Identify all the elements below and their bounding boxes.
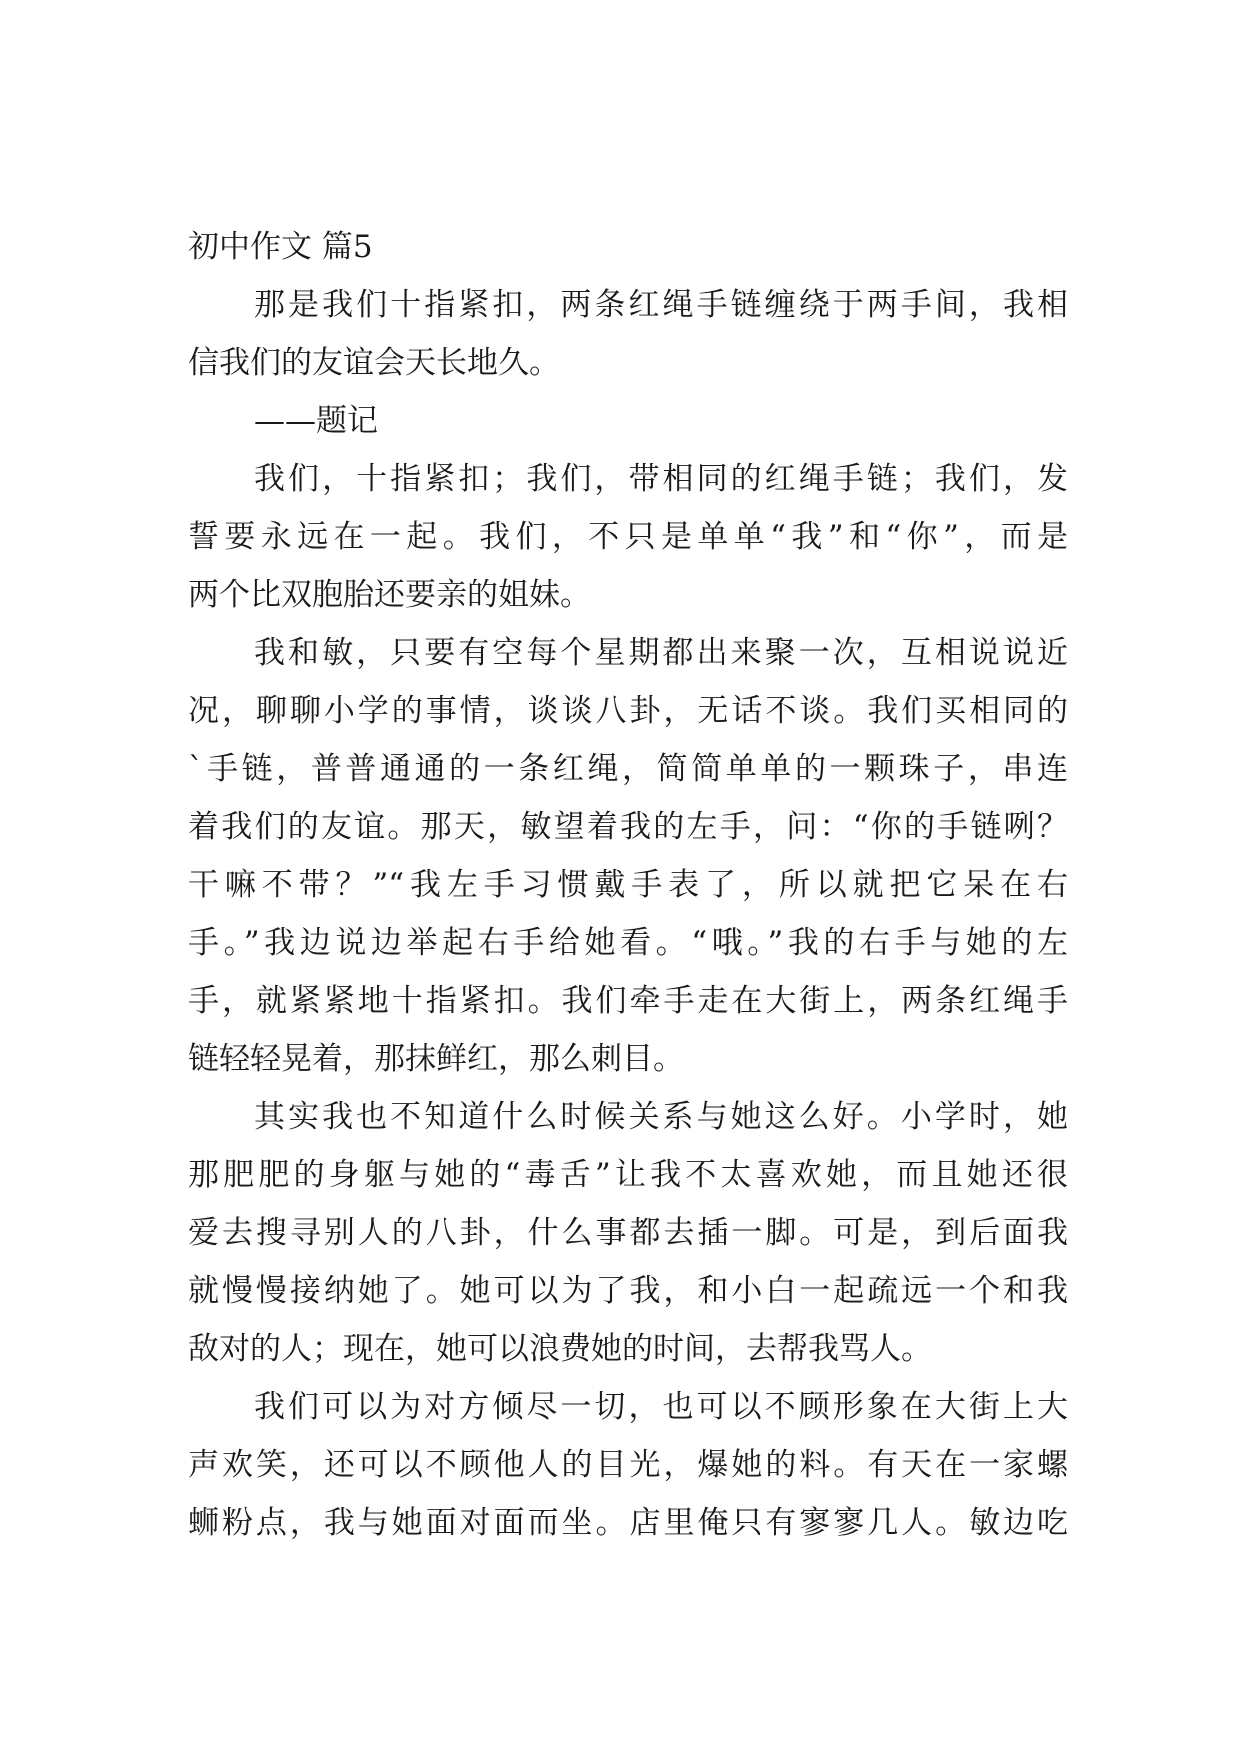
- text-line: 手，就紧紧地十指紧扣。我们牵手走在大街上，两条红绳手: [188, 983, 1068, 1019]
- document-body: [188, 218, 1068, 1552]
- text-line: 我和敏，只要有空每个星期都出来聚一次，互相说说近: [254, 635, 1068, 671]
- paragraph: [188, 624, 1068, 1088]
- text-line: 我们可以为对方倾尽一切，也可以不顾形象在大街上大: [254, 1389, 1068, 1425]
- paragraph: [188, 1088, 1068, 1378]
- text-line: 链轻轻晃着，那抹鲜红，那么刺目。: [188, 1041, 684, 1077]
- text-line: 两个比双胞胎还要亲的姐妹。: [188, 577, 591, 613]
- text-line: 敌对的人；现在，她可以浪费她的时间，去帮我骂人。: [188, 1331, 932, 1367]
- text-line: 况，聊聊小学的事情，谈谈八卦，无话不谈。我们买相同的: [188, 693, 1068, 729]
- text-line: `手链，普普通通的一条红绳，简简单单的一颗珠子，串连: [188, 751, 1068, 787]
- paragraph: [188, 1378, 1068, 1552]
- text-line: 那是我们十指紧扣，两条红绳手链缠绕于两手间，我相: [254, 287, 1068, 323]
- paragraph: [188, 450, 1068, 624]
- text-line: 我们，十指紧扣；我们，带相同的红绳手链；我们，发: [254, 461, 1068, 497]
- document-title: 初中作文 篇5: [188, 229, 373, 265]
- text-line: 声欢笑，还可以不顾他人的目光，爆她的料。有天在一家螺: [188, 1447, 1068, 1483]
- text-line: 就慢慢接纳她了。她可以为了我，和小白一起疏远一个和我: [188, 1273, 1068, 1309]
- text-line: 誓要永远在一起。我们，不只是单单“我”和“你”，而是: [188, 519, 1068, 555]
- text-line: 手。”我边说边举起右手给她看。“哦。”我的右手与她的左: [188, 925, 1068, 961]
- text-line: 着我们的友谊。那天，敏望着我的左手，问：“你的手链咧？: [188, 809, 1068, 845]
- text-line: 信我们的友谊会天长地久。: [188, 345, 560, 381]
- text-line: 爱去搜寻别人的八卦，什么事都去插一脚。可是，到后面我: [188, 1215, 1068, 1251]
- text-line: 蛳粉点，我与她面对面而坐。店里俺只有寥寥几人。敏边吃: [188, 1505, 1068, 1541]
- text-line: 那肥肥的身躯与她的“毒舌”让我不太喜欢她，而且她还很: [188, 1157, 1068, 1193]
- text-line: 干嘛不带？”“我左手习惯戴手表了，所以就把它呆在右: [188, 867, 1068, 903]
- paragraph: [188, 276, 1068, 392]
- text-line: 其实我也不知道什么时候关系与她这么好。小学时，她: [254, 1099, 1068, 1135]
- epigraph-attribution: ——题记: [254, 403, 378, 439]
- paragraph: [188, 392, 1068, 450]
